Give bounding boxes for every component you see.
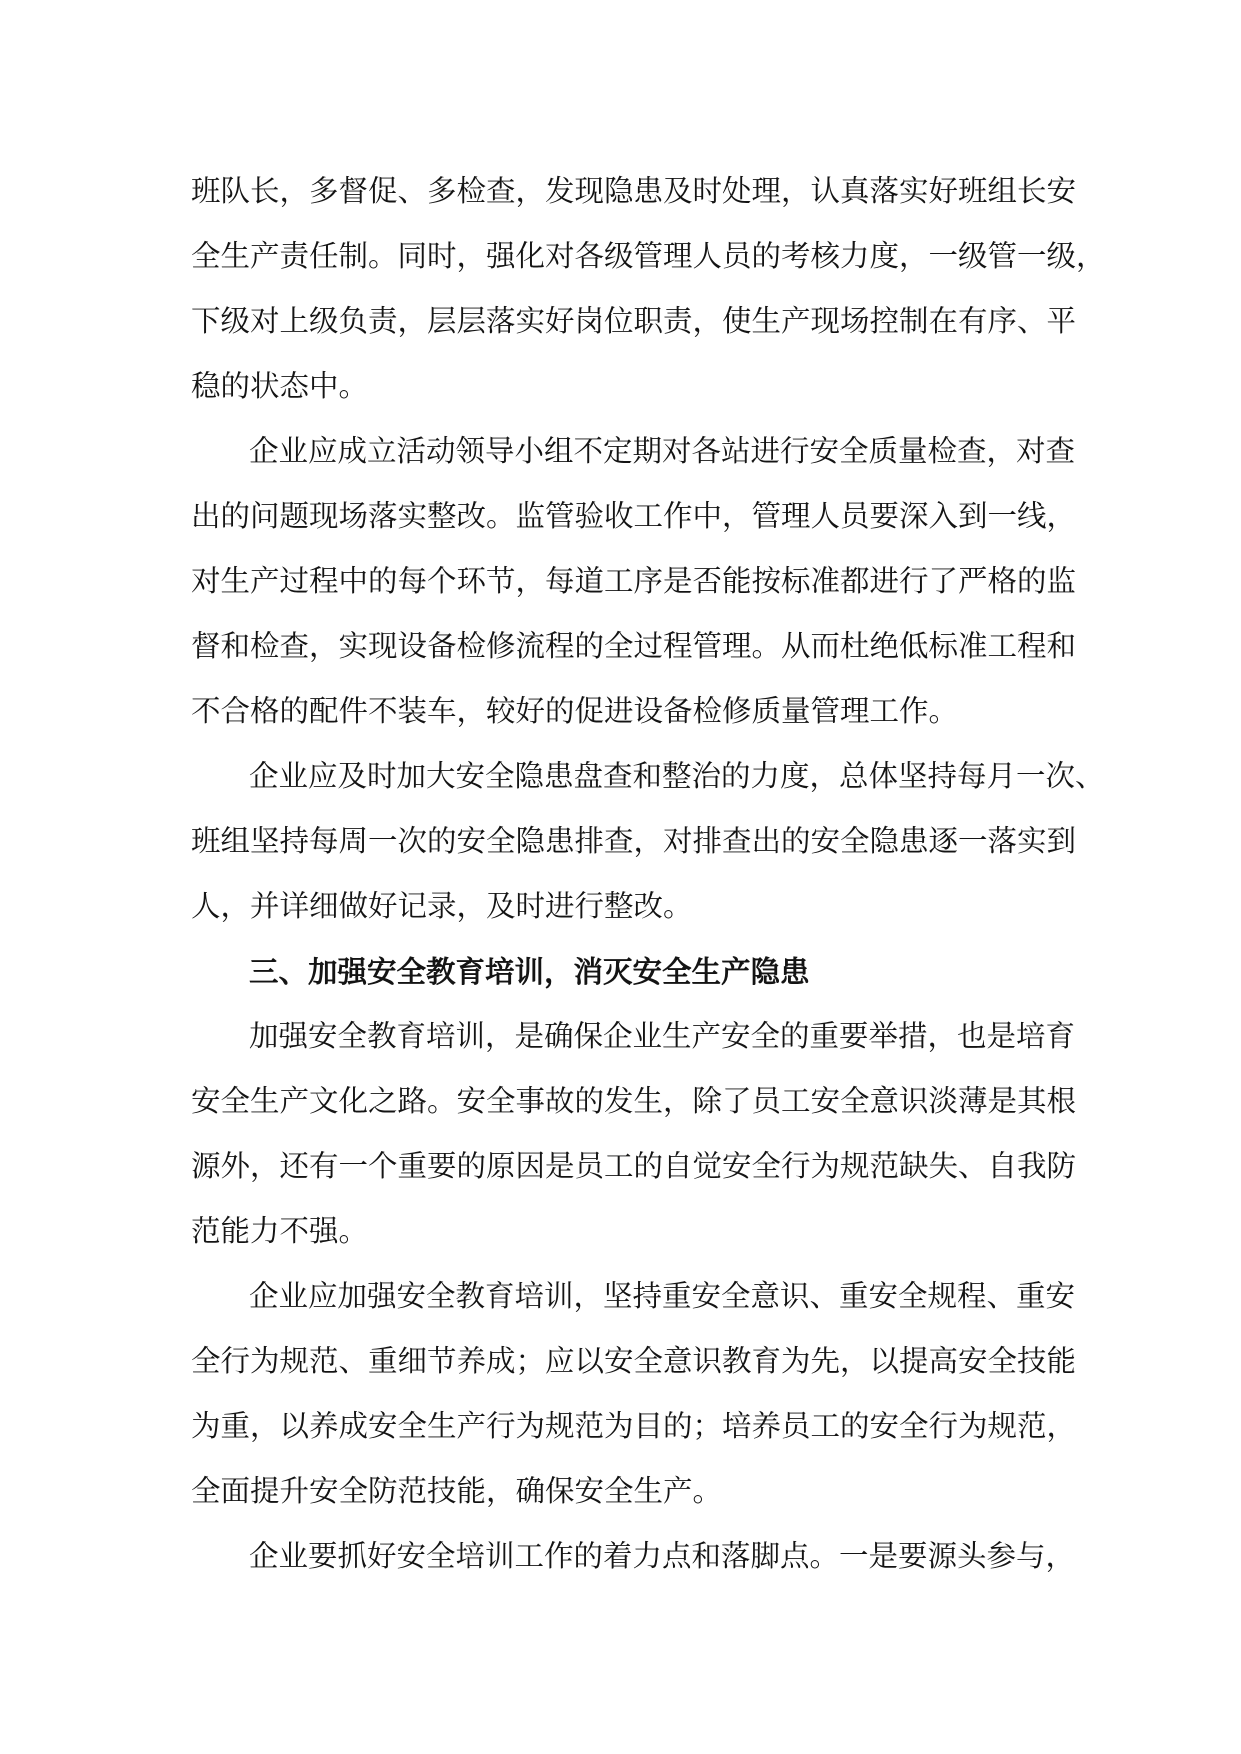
text-line: 督和检查，实现设备检修流程的全过程管理。从而杜绝低标准工程和 (191, 629, 1077, 663)
text-line: 下级对上级负责，层层落实好岗位职责，使生产现场控制在有序、平 (191, 304, 1077, 338)
text-line: 全面提升安全防范技能，确保安全生产。 (191, 1474, 723, 1508)
text-line: 为重，以养成安全生产行为规范为目的；培养员工的安全行为规范， (191, 1409, 1077, 1443)
text-line: 安全生产文化之路。安全事故的发生，除了员工安全意识淡薄是其根 (191, 1084, 1077, 1118)
text-line: 加强安全教育培训，是确保企业生产安全的重要举措，也是培育 (249, 1019, 1076, 1053)
text-line: 企业应成立活动领导小组不定期对各站进行安全质量检查，对查 (249, 434, 1076, 468)
text-line: 对生产过程中的每个环节，每道工序是否能按标准都进行了严格的监 (191, 564, 1077, 598)
text-line: 全行为规范、重细节养成；应以安全意识教育为先，以提高安全技能 (191, 1344, 1077, 1378)
text-line: 全生产责任制。同时，强化对各级管理人员的考核力度，一级管一级， (191, 239, 1106, 273)
text-line: 企业应加强安全教育培训，坚持重安全意识、重安全规程、重安 (249, 1279, 1076, 1313)
text-line: 出的问题现场落实整改。监管验收工作中，管理人员要深入到一线， (191, 499, 1077, 533)
document-body (191, 159, 1106, 1589)
text-line: 稳的状态中。 (191, 369, 369, 403)
text-line: 企业应及时加大安全隐患盘查和整治的力度，总体坚持每月一次、 (249, 759, 1105, 793)
section-heading: 三、加强安全教育培训，消灭安全生产隐患 (249, 954, 810, 989)
text-line: 班组坚持每周一次的安全隐患排查，对排查出的安全隐患逐一落实到 (191, 824, 1077, 858)
text-line: 不合格的配件不装车，较好的促进设备检修质量管理工作。 (191, 694, 959, 728)
text-line: 范能力不强。 (191, 1214, 369, 1248)
text-line: 企业要抓好安全培训工作的着力点和落脚点。一是要源头参与， (249, 1539, 1076, 1573)
text-line: 班队长，多督促、多检查，发现隐患及时处理，认真落实好班组长安 (191, 174, 1077, 208)
text-line: 人，并详细做好记录，及时进行整改。 (191, 889, 693, 923)
text-line: 源外，还有一个重要的原因是员工的自觉安全行为规范缺失、自我防 (191, 1149, 1077, 1183)
